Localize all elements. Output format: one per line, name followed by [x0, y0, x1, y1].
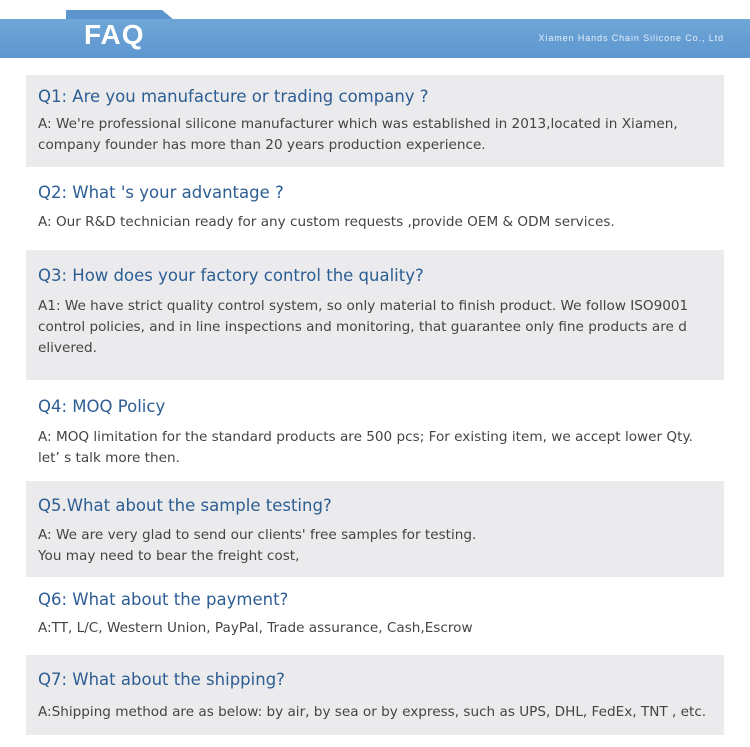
faq-answer-line: control policies, and in line inspections and monitoring, that guarantee only fine products are d	[38, 319, 687, 335]
faq-item-4	[26, 382, 724, 478]
faq-answer-line: elivered.	[38, 340, 97, 356]
faq-answer-line: A: We're professional silicone manufacturer which was established in 2013,located in Xiamen,	[38, 116, 678, 132]
faq-answer	[38, 296, 718, 359]
faq-answer-line: A:Shipping method are as below: by air, by sea or by express, such as UPS, DHL, FedEx, TNT , etc.	[38, 704, 707, 720]
faq-question: Q4: MOQ Policy	[38, 397, 166, 416]
faq-answer	[38, 427, 718, 469]
faq-item-3	[26, 250, 724, 380]
faq-answer-line: A1: We have strict quality control system, so only material to finish product. We follow ISO9001	[38, 298, 689, 314]
faq-answer	[38, 114, 718, 156]
faq-answer-line: company founder has more than 20 years production experience.	[38, 137, 486, 153]
faq-answer-line: A: Our R&D technician ready for any custom requests ,provide OEM & ODM services.	[38, 214, 615, 230]
faq-answer-line: You may need to bear the freight cost,	[38, 548, 300, 564]
faq-question: Q1: Are you manufacture or trading company ?	[38, 87, 429, 106]
company-name: Xiamen Hands Chain Silicone Co., Ltd	[538, 33, 724, 43]
page-title: FAQ	[84, 19, 145, 50]
faq-item-5	[26, 481, 724, 577]
faq-item-6	[26, 579, 724, 653]
faq-answer-line: A: MOQ limitation for the standard products are 500 pcs; For existing item, we accept lower Qty.	[38, 429, 693, 445]
faq-question: Q6: What about the payment?	[38, 590, 289, 609]
faq-answer	[38, 618, 718, 639]
faq-answer	[38, 212, 718, 233]
faq-question: Q3: How does your factory control the quality?	[38, 266, 424, 285]
faq-answer-line: let’ s talk more then.	[38, 450, 180, 466]
faq-answer-line: A: We are very glad to send our clients' free samples for testing.	[38, 527, 477, 543]
faq-question: Q7: What about the shipping?	[38, 670, 285, 689]
faq-answer	[38, 525, 718, 567]
faq-answer-line: A:TT, L/C, Western Union, PayPal, Trade assurance, Cash,Escrow	[38, 620, 473, 636]
faq-item-2	[26, 170, 724, 248]
faq-answer	[38, 702, 718, 723]
faq-item-1	[26, 75, 724, 167]
faq-question: Q2: What 's your advantage ?	[38, 183, 284, 202]
faq-question: Q5.What about the sample testing?	[38, 496, 332, 515]
faq-item-7	[26, 655, 724, 735]
